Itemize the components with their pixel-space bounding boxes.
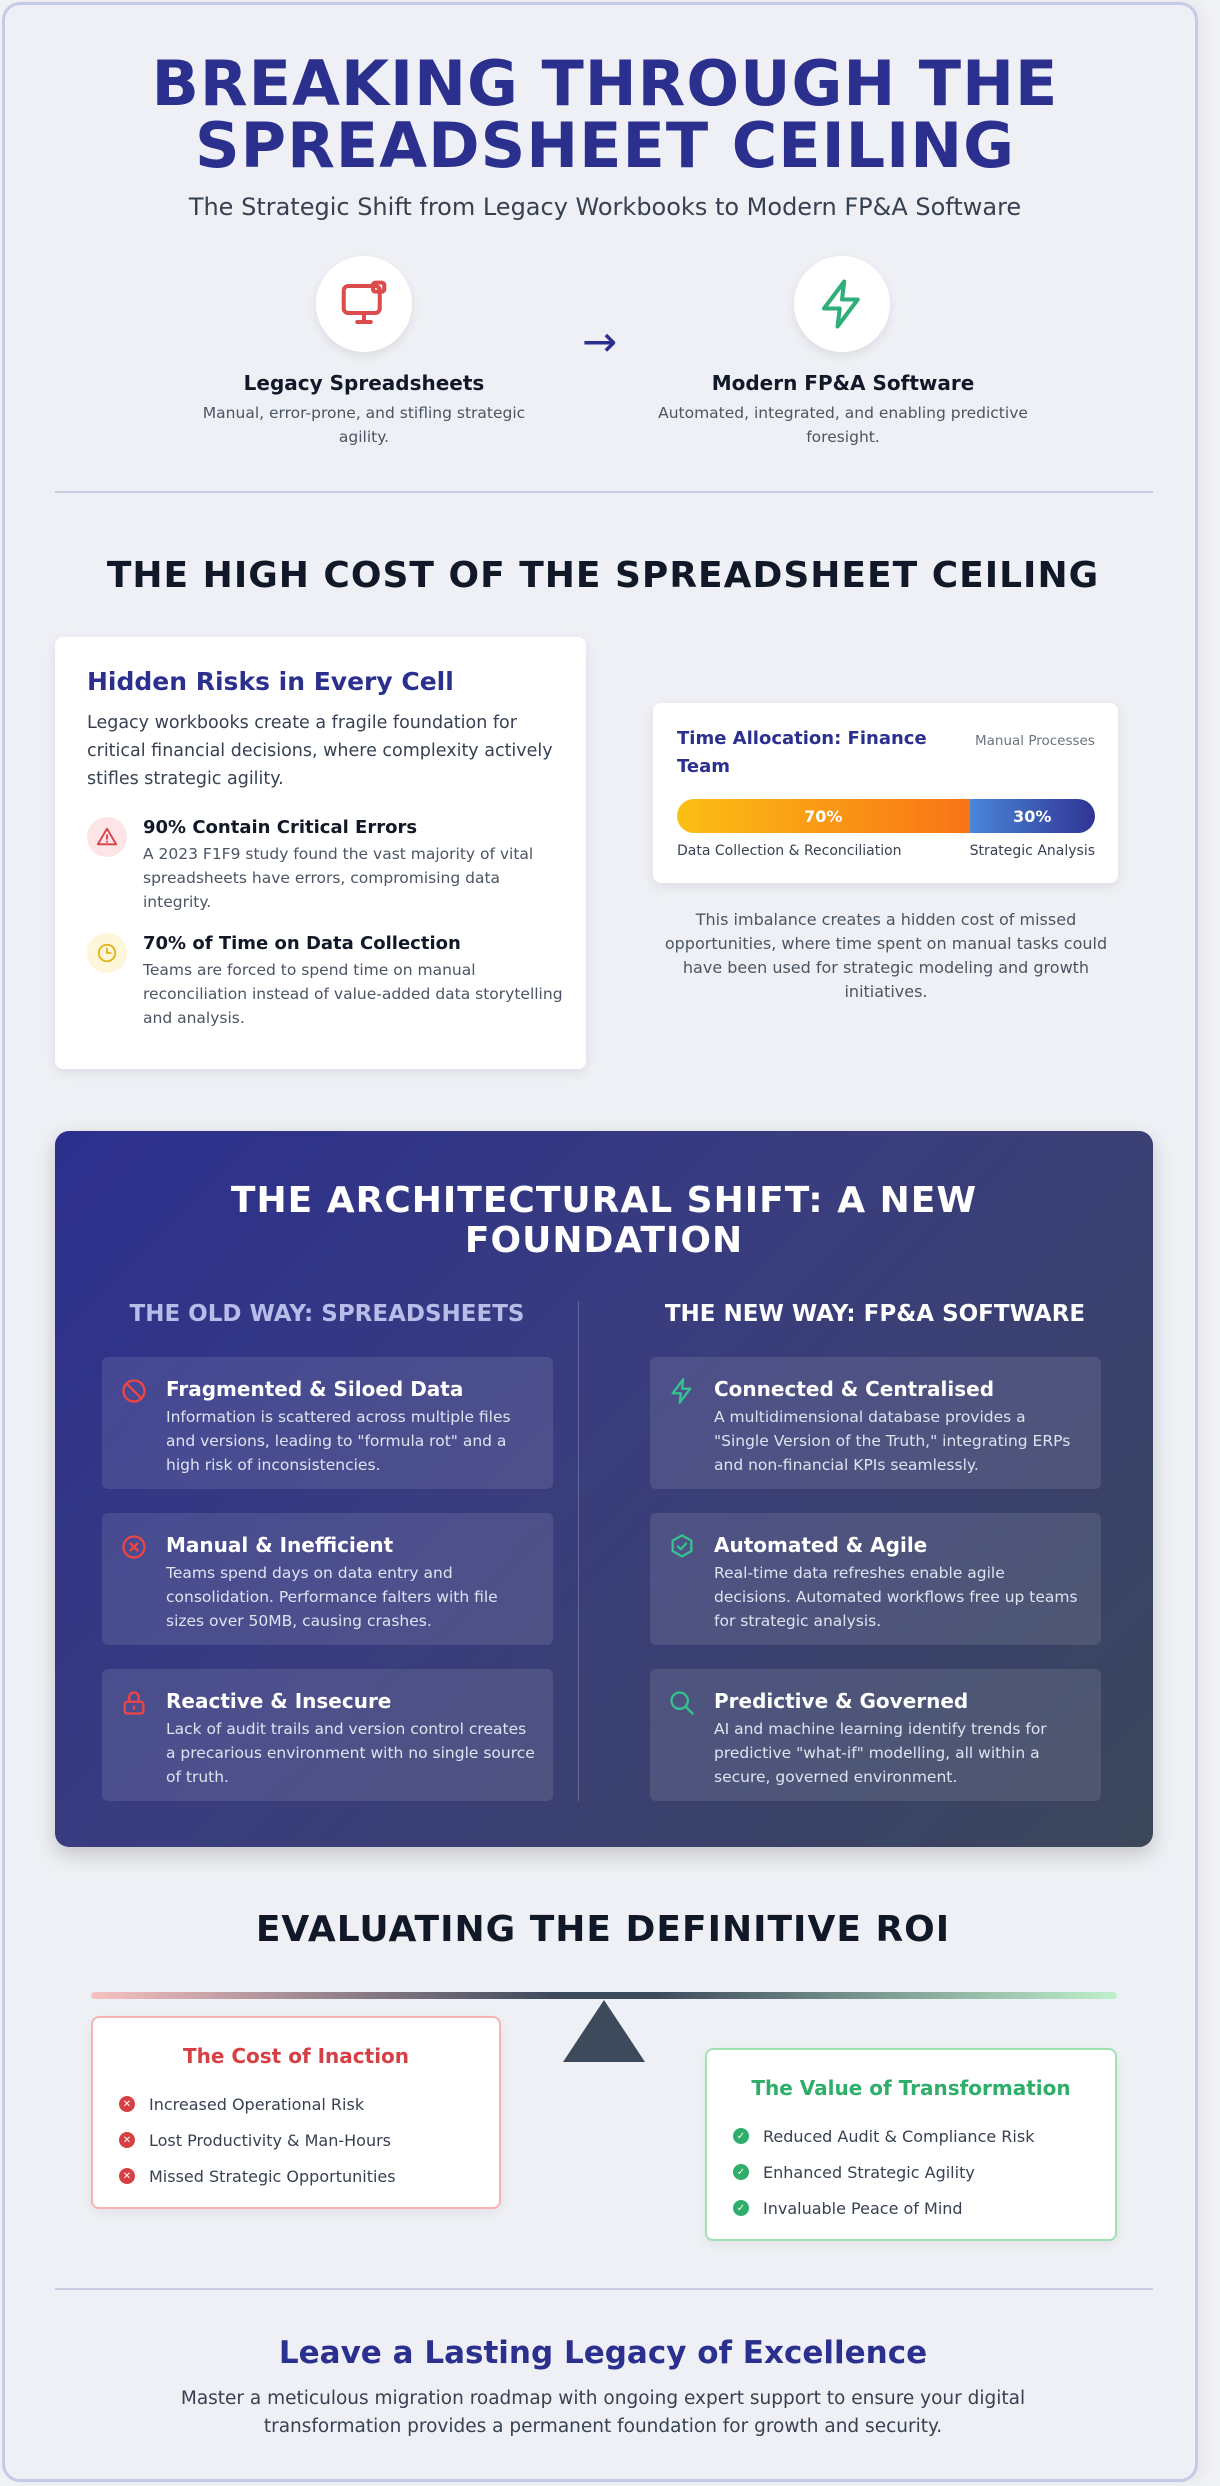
lightning-icon <box>668 1377 696 1405</box>
title-line-1: BREAKING THROUGH THE <box>151 47 1059 120</box>
footer-description: Master a meticulous migration roadmap with ongoing expert support to ensure your digital transformation provides a permanent foundation for growth and security. <box>180 2388 1026 2437</box>
time-allocation-legend: Manual Processes <box>975 733 1095 749</box>
new-way-heading: THE NEW WAY: FP&A SOFTWARE <box>664 1301 1086 1327</box>
feature-title: Manual & Inefficient <box>166 1533 394 1557</box>
new-feature-card <box>650 1513 1101 1645</box>
inaction-item-label: Lost Productivity & Man-Hours <box>149 2130 392 2150</box>
page-subtitle: The Strategic Shift from Legacy Workbooks to Modern FP&A Software <box>188 193 1022 221</box>
feature-description: Teams spend days on data entry and consolidation. Performance falters with file sizes over 50MB, causing crashes. <box>166 1564 498 1630</box>
value-of-transformation-card <box>705 2048 1117 2241</box>
architecture-title: THE ARCHITECTURAL SHIFT: A NEW FOUNDATION <box>230 1180 978 1261</box>
x-circle-icon: ✕ <box>119 2096 135 2112</box>
feature-description: AI and machine learning identify trends for predictive "what-if" modelling, all within a secure, governed environment. <box>714 1720 1047 1786</box>
lock-icon <box>120 1689 148 1717</box>
inaction-list <box>119 2086 396 2194</box>
transformation-heading: The Value of Transformation <box>751 2076 1071 2100</box>
x-circle-icon <box>120 1533 148 1561</box>
arrow-right-icon: → <box>582 317 618 366</box>
inaction-item <box>119 2158 396 2194</box>
monitor-icon <box>337 277 391 331</box>
feature-description: Information is scattered across multiple files and versions, leading to "formula rot" and a high risk of inconsistencies. <box>166 1408 511 1474</box>
time-allocation-card <box>653 703 1118 883</box>
legacy-title: Legacy Spreadsheets <box>243 371 485 395</box>
inaction-item-label: Increased Operational Risk <box>149 2094 365 2114</box>
risk-item-description: Teams are forced to spend time on manual reconciliation instead of value-added data storytelling and analysis. <box>143 961 563 1027</box>
feature-title: Reactive & Insecure <box>166 1689 392 1713</box>
footer-title: Leave a Lasting Legacy of Excellence <box>278 2335 928 2371</box>
feature-title: Predictive & Governed <box>714 1689 969 1713</box>
x-circle-icon: ✕ <box>119 2168 135 2184</box>
column-divider <box>578 1301 579 1801</box>
transformation-item-label: Enhanced Strategic Agility <box>763 2162 975 2182</box>
warning-icon-circle <box>87 817 127 857</box>
badge-check-icon <box>668 1533 696 1561</box>
modern-title: Modern FP&A Software <box>711 371 975 395</box>
allocation-bar <box>677 799 1095 833</box>
old-way-heading: THE OLD WAY: SPREADSHEETS <box>129 1301 525 1327</box>
cost-of-inaction-card <box>91 2016 501 2209</box>
lightning-icon <box>815 277 869 331</box>
inaction-item <box>119 2086 396 2122</box>
feature-title: Connected & Centralised <box>714 1377 995 1401</box>
transformation-item <box>733 2190 1034 2226</box>
roi-title: EVALUATING THE DEFINITIVE ROI <box>255 1909 951 1950</box>
segment-strategic-analysis: 30% <box>970 799 1095 833</box>
transformation-item <box>733 2118 1034 2154</box>
segment-label-data-collection: Data Collection & Reconciliation <box>677 843 902 859</box>
check-circle-icon: ✓ <box>733 2128 749 2144</box>
search-icon <box>668 1689 696 1717</box>
old-feature-card <box>102 1513 553 1645</box>
warning-icon <box>96 826 118 848</box>
transformation-item <box>733 2154 1034 2190</box>
legacy-icon-circle <box>316 256 412 352</box>
old-feature-card <box>102 1669 553 1801</box>
time-allocation-title: Time Allocation: Finance Team <box>677 728 927 777</box>
feature-description: Real-time data refreshes enable agile decisions. Automated workflows free up teams for strategic analysis. <box>714 1564 1078 1630</box>
x-circle-icon: ✕ <box>119 2132 135 2148</box>
architecture-panel <box>55 1131 1153 1847</box>
new-feature-card <box>650 1357 1101 1489</box>
risk-card <box>55 637 586 1069</box>
new-feature-card <box>650 1669 1101 1801</box>
title-line-2: SPREADSHEET CEILING <box>194 109 1016 182</box>
risk-item-errors <box>143 817 563 914</box>
page-title <box>45 47 1165 182</box>
check-circle-icon: ✓ <box>733 2200 749 2216</box>
balance-beam <box>91 1992 1117 1999</box>
segment-label-strategic-analysis: Strategic Analysis <box>969 843 1095 859</box>
modern-column <box>655 371 1031 449</box>
check-circle-icon: ✓ <box>733 2164 749 2180</box>
modern-description: Automated, integrated, and enabling predictive foresight. <box>658 404 1028 446</box>
risk-item-description: A 2023 F1F9 study found the vast majority of vital spreadsheets have errors, compromising data integrity. <box>143 845 534 911</box>
time-allocation-note: This imbalance creates a hidden cost of missed opportunities, where time spent on manual tasks could have been used for strategic modeling and growth initiatives. <box>664 910 1108 1001</box>
transformation-list <box>733 2118 1034 2226</box>
prohibited-icon <box>120 1377 148 1405</box>
inaction-item-label: Missed Strategic Opportunities <box>149 2166 396 2186</box>
feature-description: A multidimensional database provides a "Single Version of the Truth," integrating ERPs and non-financial KPIs seamlessly. <box>714 1408 1071 1474</box>
cost-section-title: THE HIGH COST OF THE SPREADSHEET CEILING <box>106 555 1100 596</box>
old-feature-card <box>102 1357 553 1489</box>
clock-icon-circle <box>87 933 127 973</box>
legacy-column <box>176 371 552 449</box>
risk-card-title: Hidden Risks in Every Cell <box>87 667 454 696</box>
feature-title: Fragmented & Siloed Data <box>166 1377 464 1401</box>
feature-title: Automated & Agile <box>714 1533 928 1557</box>
transformation-item-label: Reduced Audit & Compliance Risk <box>763 2126 1035 2146</box>
segment-data-collection: 70% <box>677 799 970 833</box>
risk-item-time <box>143 933 563 1030</box>
risk-item-title: 70% of Time on Data Collection <box>143 933 461 954</box>
feature-description: Lack of audit trails and version control creates a precarious environment with no single source of truth. <box>166 1720 535 1786</box>
divider <box>55 491 1153 493</box>
risk-item-title: 90% Contain Critical Errors <box>143 817 418 838</box>
infographic-frame <box>2 2 1198 2482</box>
risk-card-description: Legacy workbooks create a fragile foundation for critical financial decisions, where complexity actively stifles strategic agility. <box>87 713 553 789</box>
fulcrum-icon <box>563 2000 645 2062</box>
divider <box>55 2288 1153 2290</box>
inaction-heading: The Cost of Inaction <box>182 2044 410 2068</box>
modern-icon-circle <box>794 256 890 352</box>
transformation-item-label: Invaluable Peace of Mind <box>763 2198 963 2218</box>
legacy-description: Manual, error-prone, and stifling strategic agility. <box>202 404 526 446</box>
clock-icon <box>96 942 118 964</box>
inaction-item <box>119 2122 396 2158</box>
